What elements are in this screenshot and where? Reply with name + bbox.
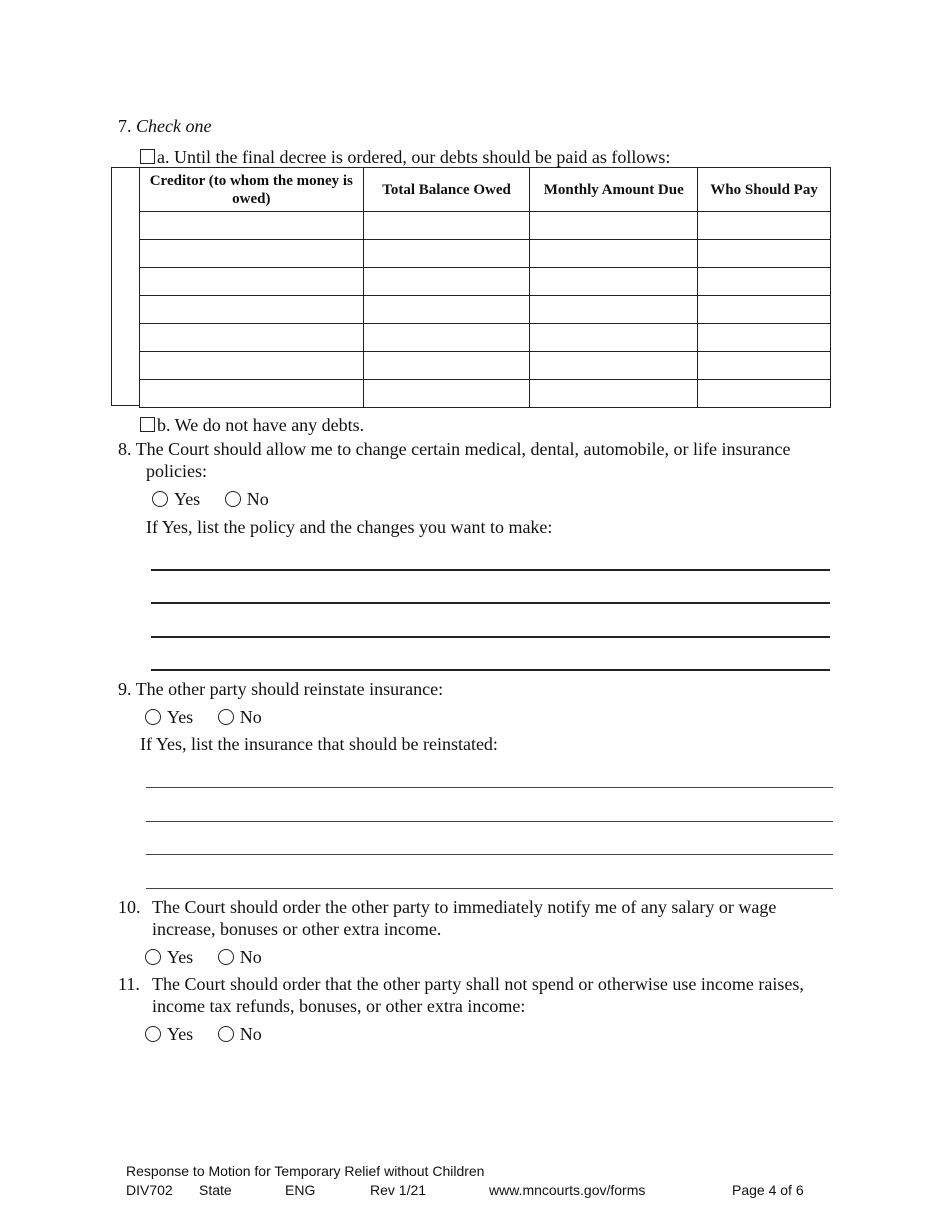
table-cell[interactable] <box>363 268 530 296</box>
radio-icon <box>225 491 241 507</box>
footer-title: Response to Motion for Temporary Relief without Children <box>126 1163 485 1179</box>
table-cell[interactable] <box>530 324 698 352</box>
header-creditor: Creditor (to whom the money is owed) <box>140 168 364 212</box>
q10-number: 10. <box>118 897 141 917</box>
q11-radio-group <box>145 1023 282 1045</box>
q9-answer-line[interactable] <box>146 888 833 889</box>
table-row <box>140 352 831 380</box>
q9-answer-line[interactable] <box>146 854 833 855</box>
footer-jurisdiction: State <box>199 1182 232 1198</box>
q7-heading <box>118 115 211 137</box>
table-cell[interactable] <box>698 240 831 268</box>
q9-no-option[interactable] <box>218 706 262 728</box>
table-cell[interactable] <box>140 296 364 324</box>
table-row <box>140 268 831 296</box>
q10-line1: The Court should order the other party to immediately notify me of any salary or wage <box>152 897 777 917</box>
table-row <box>140 240 831 268</box>
q9-line1: 9. The other party should reinstate insurance: <box>118 679 444 699</box>
q10-yes-option[interactable] <box>145 946 193 968</box>
debts-table <box>139 167 831 408</box>
q8-no-label: No <box>246 489 269 509</box>
table-cell[interactable] <box>140 324 364 352</box>
table-cell[interactable] <box>530 296 698 324</box>
table-cell[interactable] <box>363 240 530 268</box>
q9-no-label: No <box>239 707 262 727</box>
table-cell[interactable] <box>363 212 530 240</box>
table-cell[interactable] <box>530 352 698 380</box>
table-cell[interactable] <box>530 240 698 268</box>
q11-number: 11. <box>118 974 140 994</box>
q8-line1: 8. The Court should allow me to change certain medical, dental, automobile, or life insurance <box>118 439 791 459</box>
table-cell[interactable] <box>140 212 364 240</box>
q10-no-option[interactable] <box>218 946 262 968</box>
q9-yes-label: Yes <box>167 707 194 727</box>
q7-label: Check one <box>136 116 212 136</box>
radio-icon <box>218 709 234 725</box>
q8-answer-line[interactable] <box>151 602 830 604</box>
q7-option-b-label: b. We do not have any debts. <box>157 415 365 435</box>
header-who-should-pay: Who Should Pay <box>698 168 831 212</box>
table-cell[interactable] <box>530 212 698 240</box>
table-cell[interactable] <box>698 212 831 240</box>
q10-radio-group <box>145 946 282 968</box>
q8-line2: policies: <box>146 461 207 481</box>
q9-followup: If Yes, list the insurance that should be reinstated: <box>140 734 498 754</box>
table-header-row <box>140 168 831 212</box>
table-cell[interactable] <box>363 380 530 408</box>
table-cell[interactable] <box>698 324 831 352</box>
q9-radio-group <box>145 706 282 728</box>
q8-answer-line[interactable] <box>151 636 830 638</box>
table-cell[interactable] <box>363 324 530 352</box>
q10-yes-label: Yes <box>167 947 194 967</box>
footer-page-number: Page 4 of 6 <box>732 1182 804 1198</box>
q8-yes-option[interactable] <box>152 488 200 510</box>
table-cell[interactable] <box>140 352 364 380</box>
radio-icon <box>145 1026 161 1042</box>
table-cell[interactable] <box>140 380 364 408</box>
table-cell[interactable] <box>698 296 831 324</box>
radio-icon <box>218 949 234 965</box>
footer-revision: Rev 1/21 <box>370 1182 427 1198</box>
header-monthly-amount: Monthly Amount Due <box>530 168 698 212</box>
q10-line2: increase, bonuses or other extra income. <box>152 919 442 939</box>
q7-option-a-label: a. Until the final decree is ordered, our debts should be paid as follows: <box>157 147 671 167</box>
table-cell[interactable] <box>530 268 698 296</box>
q11-line1: The Court should order that the other party shall not spend or otherwise use income raises, <box>152 974 804 994</box>
q9-answer-line[interactable] <box>146 821 833 822</box>
radio-icon <box>152 491 168 507</box>
q8-followup: If Yes, list the policy and the changes you want to make: <box>146 517 553 537</box>
q7-option-a-checkbox[interactable] <box>140 149 155 164</box>
table-cell[interactable] <box>363 296 530 324</box>
table-cell[interactable] <box>140 268 364 296</box>
q8-answer-line[interactable] <box>151 669 830 671</box>
q9-answer-line[interactable] <box>146 787 833 788</box>
table-row <box>140 296 831 324</box>
q11-no-label: No <box>239 1024 262 1044</box>
header-total-balance: Total Balance Owed <box>363 168 530 212</box>
radio-icon <box>218 1026 234 1042</box>
radio-icon <box>145 709 161 725</box>
q7-option-a <box>140 146 670 168</box>
table-cell[interactable] <box>698 380 831 408</box>
q7-number: 7. <box>118 116 132 136</box>
table-row <box>140 324 831 352</box>
q10-no-label: No <box>239 947 262 967</box>
table-cell[interactable] <box>530 380 698 408</box>
table-cell[interactable] <box>698 268 831 296</box>
q7-option-b-checkbox[interactable] <box>140 417 155 432</box>
table-row <box>140 212 831 240</box>
table-cell[interactable] <box>698 352 831 380</box>
footer-form-id: DIV702 <box>126 1182 173 1198</box>
q11-yes-option[interactable] <box>145 1023 193 1045</box>
footer-url: www.mncourts.gov/forms <box>489 1182 646 1198</box>
table-cell[interactable] <box>363 352 530 380</box>
q11-yes-label: Yes <box>167 1024 194 1044</box>
radio-icon <box>145 949 161 965</box>
q8-yes-label: Yes <box>174 489 201 509</box>
table-left-margin <box>111 167 139 406</box>
footer-language: ENG <box>285 1182 316 1198</box>
q11-line2: income tax refunds, bonuses, or other extra income: <box>152 996 526 1016</box>
q8-no-option[interactable] <box>225 488 269 510</box>
q9-yes-option[interactable] <box>145 706 193 728</box>
table-cell[interactable] <box>140 240 364 268</box>
q8-radio-group <box>152 488 289 510</box>
table-row <box>140 380 831 408</box>
q8-answer-line[interactable] <box>151 569 830 571</box>
q11-no-option[interactable] <box>218 1023 262 1045</box>
q7-option-b <box>140 414 364 436</box>
